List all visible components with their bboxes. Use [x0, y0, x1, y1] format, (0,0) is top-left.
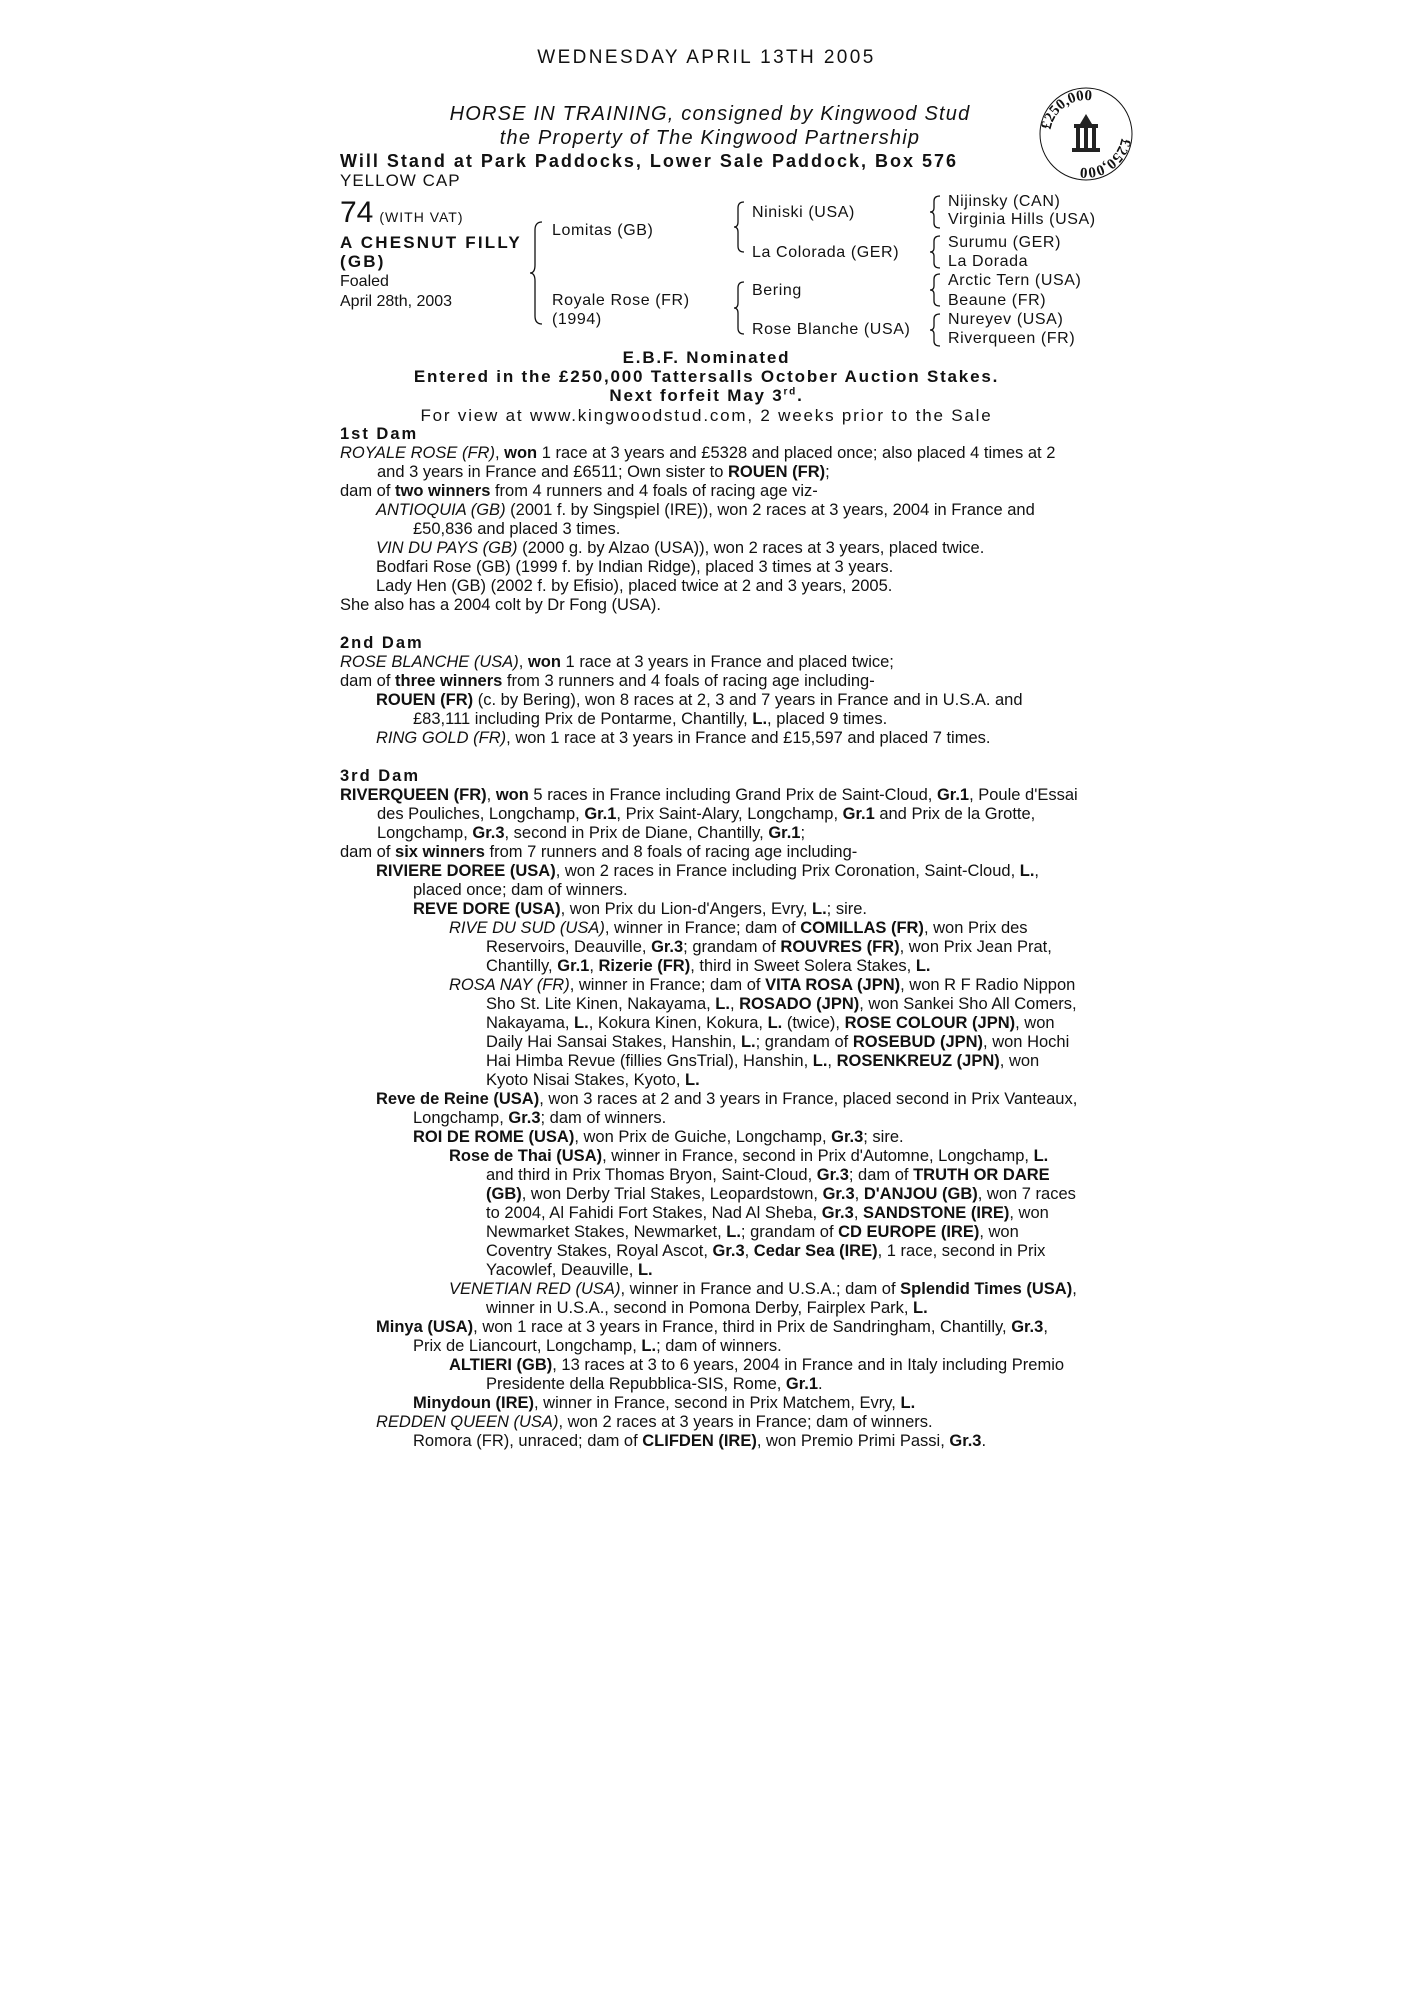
pedigree-bracket-main [530, 220, 544, 326]
pedigree-line: Minya (USA), won 1 race at 3 years in France, third in Prix de Sandringham, Chantilly, Gr.3, Prix de Liancourt, Longchamp, L.; dam of winners. [376, 1318, 1048, 1355]
pedigree-line: ROUEN (FR) (c. by Bering), won 8 races at 2, 3 and 7 years in France and in U.S.A. and £83,111 including Prix de Pontarme, Chantilly, L., placed 9 times. [376, 691, 1023, 728]
pedigree-line: ROSA NAY (FR), winner in France; dam of VITA ROSA (JPN), won R F Radio Nippon Sho St. Lite Kinen, Nakayama, L., ROSADO (JPN), won Sankei Sho All Comers, Nakayama, L., Kokura Kinen, Kokura, L. (twice), ROSE COLOUR (JPN), won Daily Hai Sansai Stakes, Hanshin, L.; grandam of ROSEBUD (JPN), won Hochi Hai Himba Revue (fillies GnsTrial), Hanshin, L., ROSENKREUZ (JPN), won Kyoto Nisai Stakes, Kyoto, L. [449, 976, 1077, 1089]
pedigree-line: ROI DE ROME (USA), won Prix de Guiche, Longchamp, Gr.3; sire. [413, 1128, 904, 1146]
dam-heading: 2nd Dam [340, 634, 424, 652]
pedigree-dam-dam: Rose Blanche (USA) [752, 321, 911, 338]
forfeit-text: Next forfeit May 3 [609, 386, 784, 405]
svg-text:£250,000: £250,000 [1079, 136, 1134, 181]
foaled-date: April 28th, 2003 [340, 293, 453, 310]
svg-text:£250,000: £250,000 [1038, 87, 1093, 132]
pedigree-dds: Nureyev (USA) [948, 311, 1064, 328]
pedigree-ssd: Virginia Hills (USA) [948, 211, 1096, 228]
pedigree-line: ROSE BLANCHE (USA), won 1 race at 3 years in France and placed twice; [340, 653, 894, 671]
stand-location: Will Stand at Park Paddocks, Lower Sale Paddock, Box 576 [340, 151, 959, 171]
pedigree-line: Romora (FR), unraced; dam of CLIFDEN (IRE), won Premio Primi Passi, Gr.3. [413, 1432, 987, 1450]
pedigree-line: dam of six winners from 7 runners and 8 foals of racing age including- [340, 843, 858, 861]
pedigree-line: RIVIERE DOREE (USA), won 2 races in France including Prix Coronation, Saint-Cloud, L., placed once; dam of winners. [376, 862, 1040, 899]
pedigree-sire-dam: La Colorada (GER) [752, 244, 900, 261]
horse-description [340, 233, 530, 271]
pedigree-line: RIVERQUEEN (FR), won 5 races in France including Grand Prix de Saint-Cloud, Gr.1, Poule d'Essai des Pouliches, Longchamp, Gr.1, Prix Saint-Alary, Longchamp, Gr.1 and Prix de la Grotte, Longchamp, Gr.3, second in Prix de Diane, Chantilly, Gr.1; [340, 786, 1078, 842]
horse-description-line2: (GB) [340, 252, 386, 271]
ebf-nomination: E.B.F. Nominated [622, 348, 791, 367]
pedigree-bracket-sire [734, 200, 746, 254]
vat-note: (WITH VAT) [379, 209, 464, 225]
pedigree-line: Bodfari Rose (GB) (1999 f. by Indian Ridge), placed 3 times at 3 years. [376, 558, 894, 576]
pedigree-line: REVE DORE (USA), won Prix du Lion-d'Angers, Evry, L.; sire. [413, 900, 867, 918]
pedigree-sss: Nijinsky (CAN) [948, 193, 1061, 210]
pedigree-line: Rose de Thai (USA), winner in France, second in Prix d'Automne, Longchamp, L. and third in Prix Thomas Bryon, Saint-Cloud, Gr.3; dam of TRUTH OR DARE (GB), won Derby Trial Stakes, Leopardstown, Gr.3, D'ANJOU (GB), won 7 races to 2004, Al Fahidi Fort Stakes, Nad Al Sheba, Gr.3, SANDSTONE (IRE), won Newmarket Stakes, Newmarket, L.; grandam of CD EUROPE (IRE), won Coventry Stakes, Royal Ascot, Gr.3, Cedar Sea (IRE), 1 race, second in Prix Yacowlef, Deauville, L. [449, 1147, 1076, 1279]
horse-description-line1: A CHESNUT FILLY [340, 233, 522, 252]
pedigree-line: VIN DU PAYS (GB) (2000 g. by Alzao (USA)), won 2 races at 3 years, placed twice. [376, 539, 985, 557]
pedigree-bracket-ds [930, 272, 942, 308]
forfeit-ordinal: rd [783, 386, 798, 398]
foaled-label: Foaled [340, 273, 389, 290]
lot-number-group [340, 196, 464, 230]
sale-date: WEDNESDAY APRIL 13TH 2005 [537, 47, 876, 68]
pedigree-sds: Surumu (GER) [948, 234, 1061, 251]
pedigree-sdd: La Dorada [948, 253, 1029, 270]
pedigree-dam-year: (1994) [552, 311, 602, 328]
pedigree-line: dam of two winners from 4 runners and 4 foals of racing age viz- [340, 482, 818, 500]
pedigree-bracket-ss [930, 194, 942, 230]
viewing-note: For view at www.kingwoodstud.com, 2 weeks prior to the Sale [420, 406, 993, 425]
pedigree-dam: Royale Rose (FR) [552, 292, 690, 309]
pedigree-line: ROYALE ROSE (FR), won 1 race at 3 years and £5328 and placed once; also placed 4 times at 2 and 3 years in France and £6511; Own sister to ROUEN (FR); [340, 444, 1056, 481]
pedigree-line: RING GOLD (FR), won 1 race at 3 years in France and £15,597 and placed 7 times. [376, 729, 991, 747]
property-line: the Property of The Kingwood Partnership [499, 127, 921, 149]
cap-colour: YELLOW CAP [340, 171, 461, 190]
pedigree-bracket-sd [930, 234, 942, 270]
dam-heading: 1st Dam [340, 425, 419, 443]
pedigree-bracket-dd [930, 312, 942, 348]
pedigree-dam-sire: Bering [752, 282, 802, 299]
pedigree-line: She also has a 2004 colt by Dr Fong (USA). [340, 596, 661, 614]
foaled-block [340, 272, 452, 312]
lot-number: 74 [340, 196, 374, 229]
forfeit-end: . [797, 386, 804, 405]
auction-stakes-seal-icon [1036, 84, 1136, 184]
pedigree-sire-sire: Niniski (USA) [752, 204, 855, 221]
pedigree-line: dam of three winners from 3 runners and 4 foals of racing age including- [340, 672, 875, 690]
pedigree-line: Reve de Reine (USA), won 3 races at 2 and 3 years in France, placed second in Prix Vanteaux, Longchamp, Gr.3; dam of winners. [376, 1090, 1078, 1127]
pedigree-line: VENETIAN RED (USA), winner in France and U.S.A.; dam of Splendid Times (USA), winner in U.S.A., second in Pomona Derby, Fairplex Park, L. [449, 1280, 1077, 1317]
pedigree-line: RIVE DU SUD (USA), winner in France; dam of COMILLAS (FR), won Prix des Reservoirs, Deauville, Gr.3; grandam of ROUVRES (FR), won Prix Jean Prat, Chantilly, Gr.1, Rizerie (FR), third in Sweet Solera Stakes, L. [449, 919, 1052, 975]
auction-stakes-entry: Entered in the £250,000 Tattersalls October Auction Stakes. [413, 367, 1000, 386]
pedigree-sire: Lomitas (GB) [552, 222, 654, 239]
pedigree-line: ANTIOQUIA (GB) (2001 f. by Singspiel (IRE)), won 2 races at 3 years, 2004 in France and £50,836 and placed 3 times. [376, 501, 1035, 538]
pedigree-dsd: Beaune (FR) [948, 292, 1047, 309]
pedigree-ddd: Riverqueen (FR) [948, 330, 1076, 347]
pedigree-line: REDDEN QUEEN (USA), won 2 races at 3 years in France; dam of winners. [376, 1413, 933, 1431]
pedigree-bracket-dam [734, 280, 746, 336]
dam-heading: 3rd Dam [340, 767, 421, 785]
forfeit-note [0, 386, 1413, 406]
consignor-line: HORSE IN TRAINING, consigned by Kingwood Stud [449, 103, 971, 125]
pedigree-line: ALTIERI (GB), 13 races at 3 to 6 years, 2004 in France and in Italy including Premio Presidente della Repubblica-SIS, Rome, Gr.1. [449, 1356, 1065, 1393]
pedigree-notes [340, 425, 1080, 1451]
pedigree-line: Minydoun (IRE), winner in France, second in Prix Matchem, Evry, L. [413, 1394, 916, 1412]
pedigree-dss: Arctic Tern (USA) [948, 272, 1082, 289]
pedigree-line: Lady Hen (GB) (2002 f. by Efisio), placed twice at 2 and 3 years, 2005. [376, 577, 893, 595]
